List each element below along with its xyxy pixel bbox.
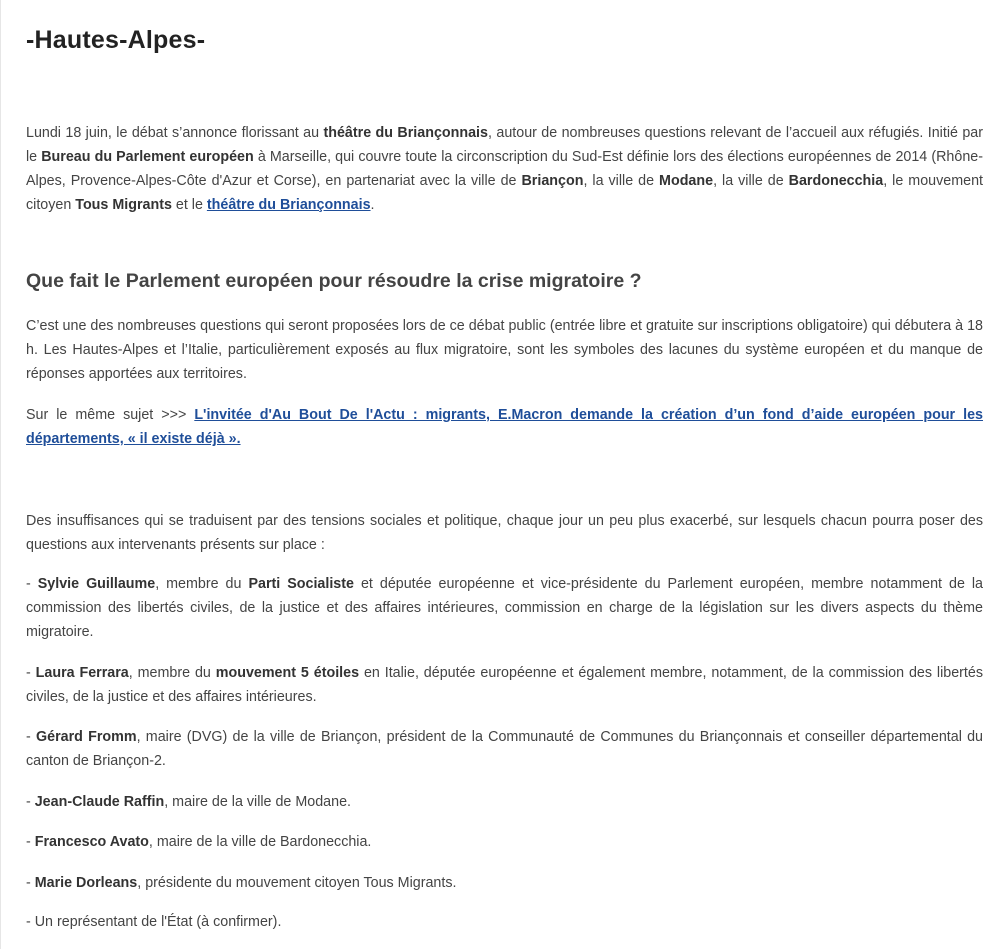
section-paragraph-1: C’est une des nombreuses questions qui seront proposées lors de ce débat public (entrée libre et gratuite sur inscriptions obligatoire) qui débutera à 18 h. Les Hautes-Alpes et l’Italie, particulièrement exposés au flux migratoire, sont les symboles des lacunes du système européen et du manque de réponses apportées aux territoires. bbox=[26, 318, 983, 382]
section-title: Que fait le Parlement européen pour résoudre la crise migratoire ? bbox=[26, 270, 642, 292]
intro-bold-modane: Modane bbox=[659, 173, 714, 189]
speaker-text: , présidente du mouvement citoyen Tous Migrants. bbox=[137, 875, 457, 891]
speaker-item bbox=[26, 725, 983, 773]
speaker-item bbox=[26, 871, 983, 895]
related-article-link[interactable]: L'invitée d'Au Bout De l'Actu : migrants, E.Macron demande la création d’un fond d’aide européen pour les départements, « il existe déjà ». bbox=[26, 407, 983, 447]
speaker-item bbox=[26, 661, 983, 709]
intro-bold-bardonecchia: Bardonecchia bbox=[788, 173, 884, 189]
section-paragraph-2: Des insuffisances qui se traduisent par des tensions sociales et politique, chaque jour un peu plus exacerbé, sur lesquels chacun pourra poser des questions aux intervenants présents sur place : bbox=[26, 513, 983, 553]
speaker-text: et députée européenne et vice-présidente du Parlement européen, membre notamment de la commission des libertés civiles, de la justice et des affaires intérieures, commission en charge de la législation sur les divers aspects du thème migratoire. bbox=[26, 576, 984, 640]
theatre-link[interactable]: théâtre du Briançonnais bbox=[206, 197, 371, 213]
speaker-text: , maire (DVG) de la ville de Briançon, président de la Communauté de Communes du Briançonnais et conseiller départemental du canton de Briançon-2. bbox=[26, 729, 984, 769]
speaker-item bbox=[26, 830, 983, 854]
speaker-name: Jean-Claude Raffin bbox=[34, 794, 165, 810]
speaker-name: Laura Ferrara bbox=[35, 665, 129, 681]
list-dash: - bbox=[26, 834, 35, 850]
intro-text-4: , la ville de bbox=[583, 173, 660, 189]
intro-text-6: , le mouvement citoyen bbox=[26, 173, 983, 213]
article-heading: -Hautes-Alpes- bbox=[26, 26, 206, 54]
speaker-party: mouvement 5 étoiles bbox=[215, 665, 360, 681]
speaker-name: Sylvie Guillaume bbox=[37, 576, 156, 592]
speaker-text: , maire de la ville de Modane. bbox=[164, 794, 351, 810]
speaker-name: Marie Dorleans bbox=[34, 875, 138, 891]
speaker-party: Parti Socialiste bbox=[248, 576, 354, 592]
speaker-name: Gérard Fromm bbox=[36, 729, 137, 745]
intro-text-2: , autour de nombreuses questions relevant de l’accueil aux réfugiés. Initié par le bbox=[26, 125, 984, 165]
intro-text-7: et le bbox=[171, 197, 207, 213]
intro-bold-briancon: Briançon bbox=[521, 173, 584, 189]
speaker-item bbox=[26, 572, 983, 644]
list-dash: - bbox=[26, 576, 38, 592]
speaker-text: en Italie, députée européenne et également membre, notamment, de la commission des libertés civiles, de la justice et des affaires intérieures. bbox=[26, 665, 983, 705]
intro-text-1: Lundi 18 juin, le débat s’annonce florissant au bbox=[26, 125, 324, 141]
speaker-item bbox=[26, 790, 983, 814]
speaker-text: , membre du bbox=[128, 665, 216, 681]
intro-bold-tous-migrants: Tous Migrants bbox=[75, 197, 172, 213]
intro-bold-theatre: théâtre du Briançonnais bbox=[323, 125, 488, 141]
intro-text-5: , la ville de bbox=[713, 173, 789, 189]
related-prefix: Sur le même sujet >>> bbox=[26, 407, 195, 423]
speaker-text: , maire de la ville de Bardonecchia. bbox=[148, 834, 372, 850]
list-dash: - bbox=[26, 914, 35, 930]
intro-paragraph bbox=[26, 121, 983, 217]
list-dash: - bbox=[26, 729, 36, 745]
intro-bold-bureau: Bureau du Parlement européen bbox=[41, 149, 254, 165]
list-dash: - bbox=[26, 665, 36, 681]
speaker-item bbox=[26, 910, 983, 934]
intro-text-8: . bbox=[370, 197, 375, 213]
related-paragraph bbox=[26, 403, 983, 451]
speaker-text: , membre du bbox=[155, 576, 249, 592]
list-dash: - bbox=[26, 875, 35, 891]
intro-text-3: à Marseille, qui couvre toute la circonscription du Sud-Est définie lors des élections européennes de 2014 (Rhône-Alpes, Provence-Alpes-Côte d'Azur et Corse), en partenariat avec la ville de bbox=[26, 149, 983, 189]
speaker-text: Un représentant de l'État (à confirmer). bbox=[34, 914, 282, 930]
list-dash: - bbox=[26, 794, 35, 810]
speaker-name: Francesco Avato bbox=[34, 834, 149, 850]
